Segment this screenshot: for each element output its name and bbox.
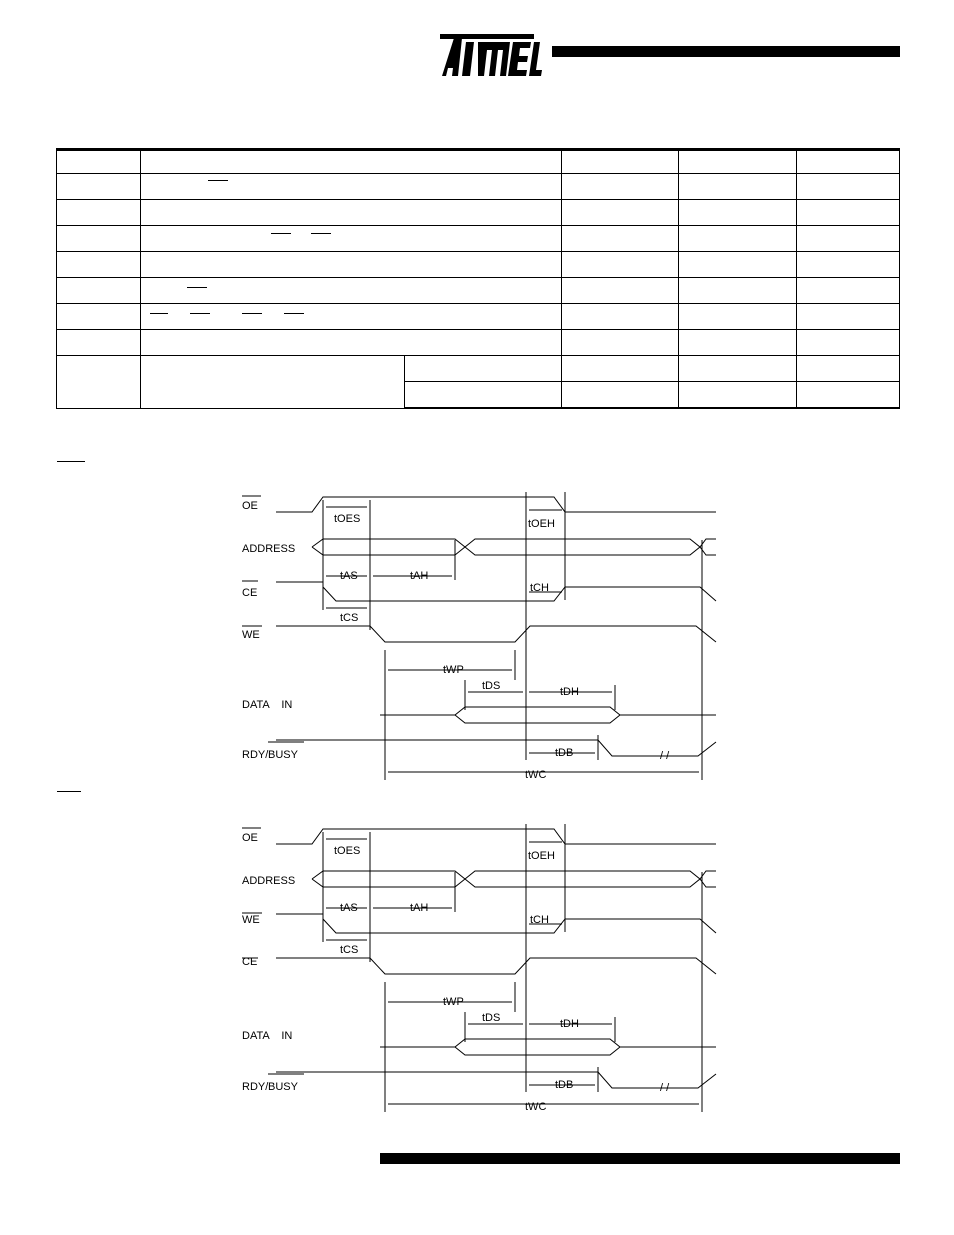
timing-label: tDS	[482, 1012, 501, 1024]
we-label: WE	[242, 914, 260, 926]
table-cell	[141, 200, 562, 226]
timing-label: tDH	[560, 1018, 579, 1030]
table-cell	[797, 226, 900, 252]
timing-label: tOEH	[528, 850, 555, 862]
table-cell	[797, 252, 900, 278]
footer-rule	[380, 1153, 900, 1164]
timing-label: tWP	[443, 996, 464, 1008]
timing-label: tCH	[530, 582, 549, 594]
timing-label: tAS	[340, 902, 358, 914]
table-header-row	[57, 150, 900, 174]
table-cell	[797, 330, 900, 356]
ce-label: CE	[242, 587, 258, 599]
overline-mark	[187, 287, 207, 288]
table-cell	[141, 252, 562, 278]
oe-waveform	[276, 497, 716, 512]
timing-diagram-we-controlled	[230, 480, 730, 785]
table-cell	[141, 150, 562, 174]
table-row	[57, 356, 900, 382]
timing-label: tWP	[443, 664, 464, 676]
table-cell	[57, 356, 141, 409]
address-label: ADDRESS	[242, 875, 296, 887]
break-mark: / /	[660, 1082, 670, 1094]
break-mark: / /	[660, 750, 670, 762]
data-in-waveform	[380, 1039, 716, 1047]
table-cell	[562, 150, 679, 174]
we-waveform	[276, 626, 716, 642]
overline-mark	[311, 233, 331, 234]
header-rule	[552, 46, 900, 57]
timing-label: tOES	[334, 845, 361, 857]
address-waveform	[312, 539, 716, 547]
table-cell	[562, 330, 679, 356]
timing-label: tOEH	[528, 518, 555, 530]
table-cell	[562, 174, 679, 200]
timing-label: tCS	[340, 612, 359, 624]
timing-label: tAH	[410, 902, 429, 914]
table-cell	[797, 304, 900, 330]
we-label: WE	[242, 629, 260, 641]
rdy-label: RDY/	[242, 1081, 269, 1093]
table-cell	[679, 304, 797, 330]
timing-label: tCH	[530, 914, 549, 926]
table-row	[57, 278, 900, 304]
table-cell	[562, 200, 679, 226]
table-cell	[141, 356, 405, 409]
table-cell	[562, 304, 679, 330]
data-in-waveform	[380, 707, 716, 715]
data-in-label: DATA IN	[242, 699, 293, 711]
table-cell	[57, 150, 141, 174]
oe-waveform	[276, 829, 716, 844]
atmel-logo	[436, 30, 542, 78]
table-cell	[679, 356, 797, 382]
section-caption-mark	[57, 461, 85, 462]
rdy-label: RDY/	[242, 749, 269, 761]
table-row	[57, 200, 900, 226]
table-cell	[562, 226, 679, 252]
timing-label: tDB	[555, 1079, 574, 1091]
ce-label: CE	[242, 956, 258, 968]
table-cell	[679, 278, 797, 304]
table-cell	[679, 226, 797, 252]
table-row	[57, 304, 900, 330]
table-cell	[57, 200, 141, 226]
table-cell	[57, 330, 141, 356]
table-cell	[679, 150, 797, 174]
timing-label: tOES	[334, 513, 361, 525]
table-cell	[562, 356, 679, 382]
timing-label: tWC	[525, 769, 547, 781]
overline-mark	[190, 313, 210, 314]
table-cell	[141, 304, 562, 330]
table-cell	[405, 356, 562, 382]
ce-waveform	[276, 582, 716, 601]
timing-label: tAH	[410, 570, 429, 582]
timing-label: tWC	[525, 1101, 547, 1113]
table-cell	[141, 226, 562, 252]
table-cell	[797, 200, 900, 226]
table-cell	[679, 200, 797, 226]
oe-label: OE	[242, 500, 258, 512]
table-cell	[405, 382, 562, 409]
oe-label: OE	[242, 832, 258, 844]
table-cell	[679, 252, 797, 278]
table-cell	[141, 174, 562, 200]
table-row	[57, 174, 900, 200]
table-cell	[57, 226, 141, 252]
address-waveform	[312, 871, 716, 879]
table-cell	[797, 356, 900, 382]
table-cell	[679, 174, 797, 200]
table-cell	[57, 278, 141, 304]
ac-characteristics-table	[56, 148, 900, 409]
table-cell	[562, 252, 679, 278]
table-cell	[797, 278, 900, 304]
table-cell	[797, 382, 900, 409]
table-cell	[57, 252, 141, 278]
timing-diagram-ce-controlled	[230, 812, 730, 1117]
overline-mark	[284, 313, 304, 314]
overline-mark	[271, 233, 291, 234]
table-cell	[679, 382, 797, 409]
table-row	[57, 252, 900, 278]
timing-label: tDH	[560, 686, 579, 698]
table-cell	[797, 150, 900, 174]
busy-label: BUSY	[268, 749, 298, 761]
overline-mark	[242, 313, 262, 314]
timing-label: tAS	[340, 570, 358, 582]
we-waveform	[276, 914, 716, 933]
table-cell	[562, 382, 679, 409]
table-cell	[57, 304, 141, 330]
table-row	[57, 226, 900, 252]
timing-label: tDB	[555, 747, 574, 759]
rdy-busy-waveform	[276, 1072, 716, 1088]
table-cell	[57, 174, 141, 200]
section-caption-mark	[57, 791, 81, 792]
ce-waveform	[276, 958, 716, 974]
address-label: ADDRESS	[242, 543, 296, 555]
table-cell	[679, 330, 797, 356]
table-cell	[562, 278, 679, 304]
table-row	[57, 330, 900, 356]
rdy-busy-waveform	[276, 740, 716, 756]
table-cell	[141, 330, 562, 356]
overline-mark	[208, 180, 228, 181]
busy-label: BUSY	[268, 1081, 298, 1093]
data-in-label: DATA IN	[242, 1030, 293, 1042]
table-cell	[141, 278, 562, 304]
table-cell	[797, 174, 900, 200]
timing-label: tCS	[340, 944, 359, 956]
overline-mark	[150, 313, 168, 314]
timing-label: tDS	[482, 680, 501, 692]
